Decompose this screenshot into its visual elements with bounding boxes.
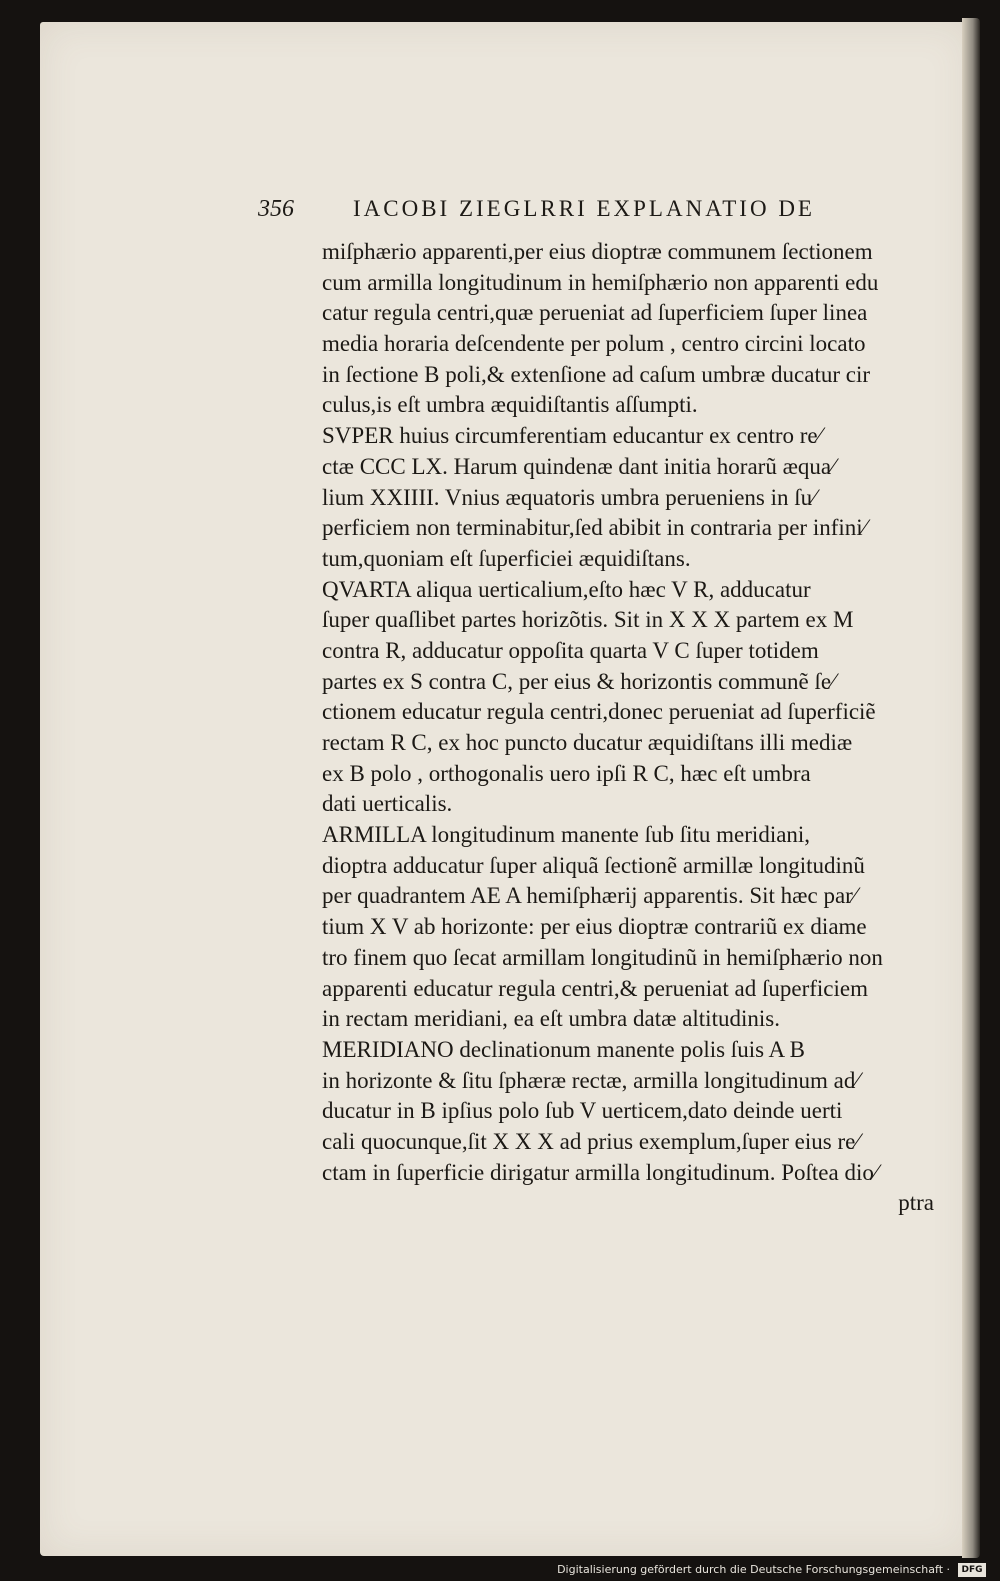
dfg-logo: DFG: [958, 1563, 986, 1577]
catchword: ptra: [898, 1190, 934, 1216]
text-line: in ſectione B poli,& extenſione ad caſum umbræ ducatur cir: [322, 361, 871, 387]
text-line: dati uerticalis.: [322, 791, 453, 817]
text-line: cali quocunque,ſit X X X ad prius exemplum,ſuper eius re⁄: [322, 1128, 860, 1154]
text-line: partes ex S contra C, per eius & horizontis communẽ ſe⁄: [322, 668, 835, 694]
running-head: IACOBI ZIEGLRRI EXPLANATIO DE: [353, 196, 815, 221]
text-line: culus,is eſt umbra æquidiſtantis aſſumpti.: [322, 392, 698, 418]
body-text: [322, 237, 934, 1219]
text-line: in horizonte & ſitu ſphæræ rectæ, armilla longitudinum ad⁄: [322, 1067, 860, 1093]
text-line: ctam in ſuperficie dirigatur armilla longitudinum. Poſtea dio⁄: [322, 1159, 878, 1185]
text-line: ARMILLA longitudinum manente ſub ſitu meridiani,: [322, 822, 811, 848]
footer-bar: [0, 1560, 1000, 1581]
text-line: SVPER huius circumferentiam educantur ex centro re⁄: [322, 423, 822, 449]
text-line: MERIDIANO declinationum manente polis ſuis A B: [322, 1036, 805, 1062]
text-line: apparenti educatur regula centri,& perueniat ad ſuperficiem: [322, 975, 868, 1001]
text-line: ctæ CCC LX. Harum quindenæ dant initia horarũ æqua⁄: [322, 453, 835, 479]
text-line: lium XXIIII. Vnius æquatoris umbra perueniens in ſu⁄: [322, 484, 817, 510]
text-line: catur regula centri,quæ perueniat ad ſuperficiem ſuper linea: [322, 300, 868, 326]
text-line: contra R, adducatur oppoſita quarta V C ſuper totidem: [322, 637, 819, 663]
text-line: per quadrantem AE A hemiſphærij apparentis. Sit hæc par⁄: [322, 883, 857, 909]
text-line: perficiem non terminabitur,ſed abibit in contraria per infini⁄: [322, 515, 867, 541]
text-line: media horaria deſcendente per polum , centro circini locato: [322, 331, 866, 357]
text-line: rectam R C, ex hoc puncto ducatur æquidiſtans illi mediæ: [322, 730, 853, 755]
page-header: [258, 196, 908, 230]
text-line: ctionem educatur regula centri,donec perueniat ad ſuperficiẽ: [322, 699, 876, 725]
text-line: QVARTA aliqua uerticalium,eſto hæc V R, adducatur: [322, 576, 811, 602]
text-line: ſuper quaſlibet partes horizõtis. Sit in X X X partem ex M: [322, 607, 854, 633]
text-line: tro finem quo ſecat armillam longitudinũ in hemiſphærio non: [322, 944, 883, 970]
funding-credit: Digitalisierung gefördert durch die Deutsche Forschungsgemeinschaft ·: [557, 1563, 950, 1576]
text-line: miſphærio apparenti,per eius dioptræ communem ſectionem: [322, 239, 873, 264]
text-line: tium X V ab horizonte: per eius dioptræ contrariũ ex diame: [322, 914, 867, 940]
text-line: in rectam meridiani, ea eſt umbra datæ altitudinis.: [322, 1006, 780, 1032]
text-line: tum,quoniam eſt ſuperficiei æquidiſtans.: [322, 545, 691, 571]
text-line: dioptra adducatur ſuper aliquã ſectionẽ armillæ longitudinũ: [322, 852, 865, 878]
page-edge: [962, 18, 980, 1558]
text-line: cum armilla longitudinum in hemiſphærio non apparenti edu: [322, 269, 879, 295]
text-line: ducatur in B ipſius polo ſub V uerticem,dato deinde uerti: [322, 1098, 843, 1124]
text-line: ex B polo , orthogonalis uero ipſi R C, hæc eſt umbra: [322, 760, 811, 786]
page-number: 356: [258, 196, 294, 222]
